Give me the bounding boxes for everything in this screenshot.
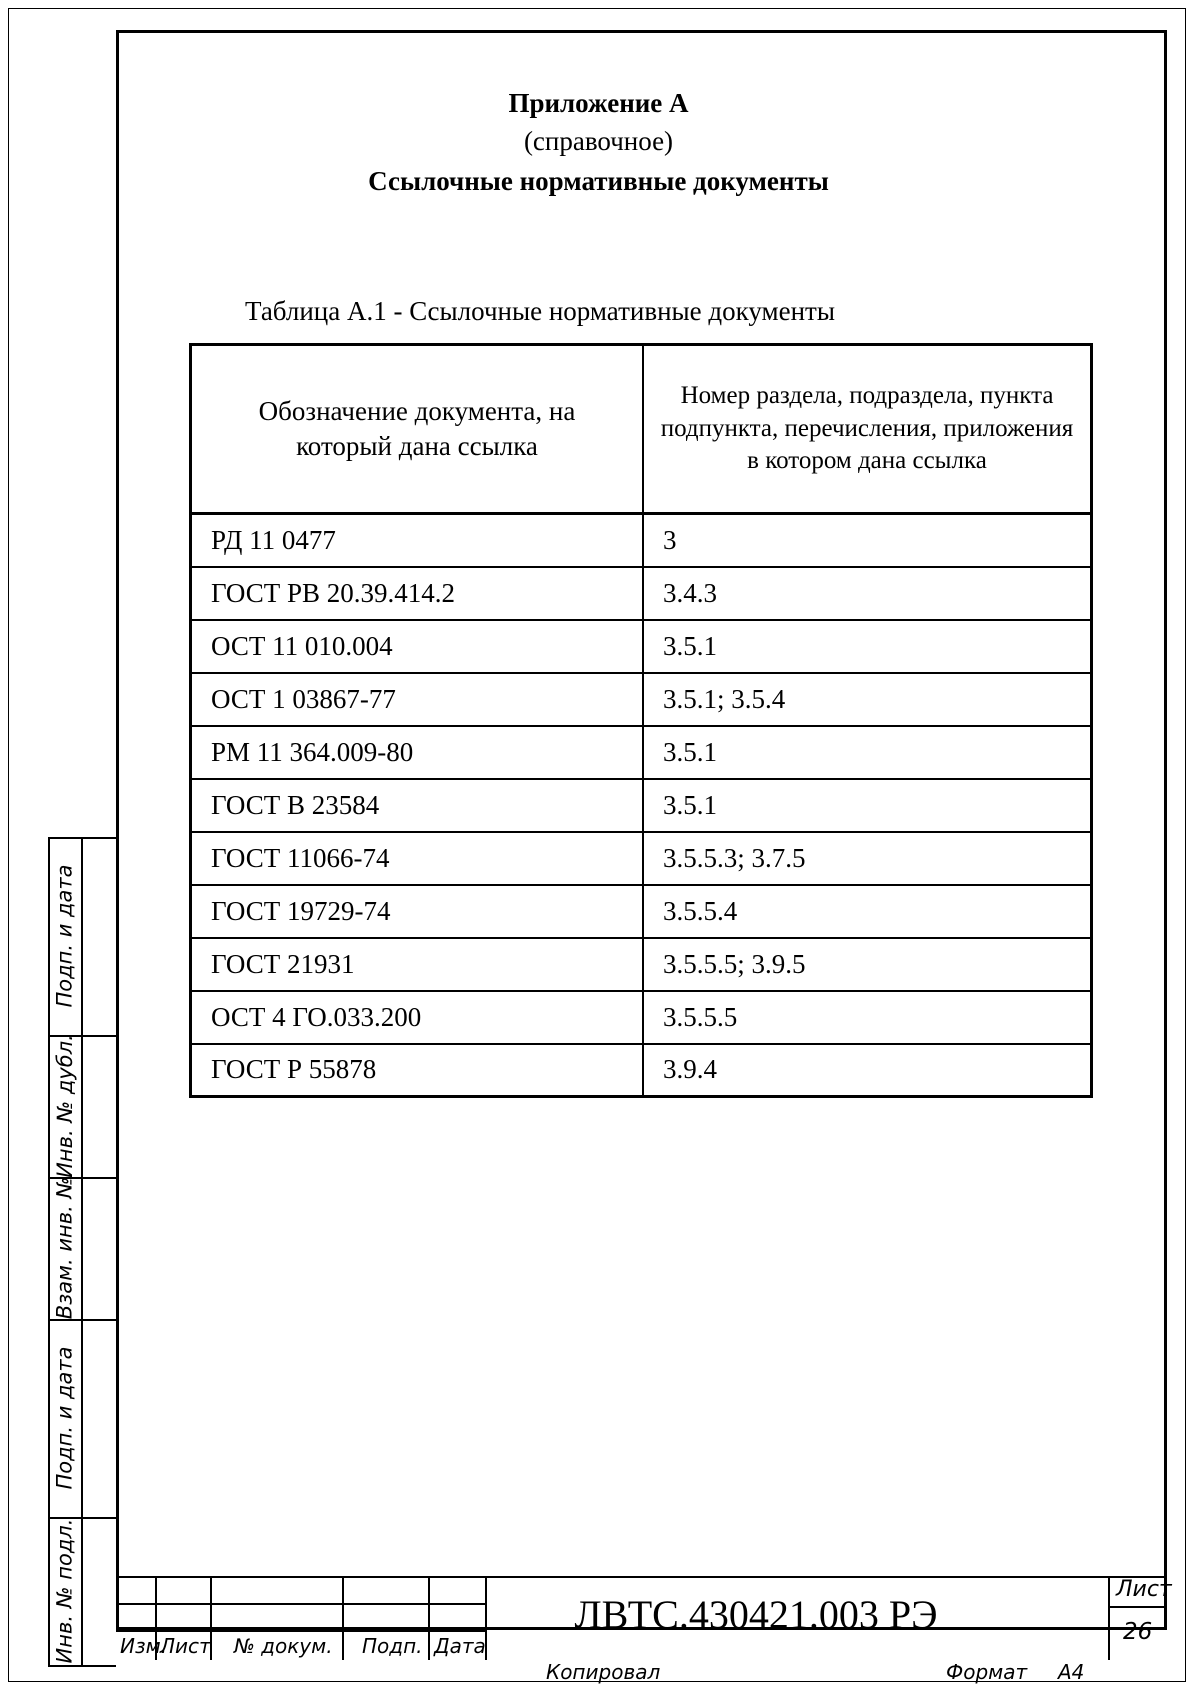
- section-cell: 3.5.5.4: [643, 885, 1092, 938]
- table-row: [191, 938, 1092, 991]
- section-cell: 3.5.5.3; 3.7.5: [643, 832, 1092, 885]
- title-stamp: [116, 1576, 1172, 1660]
- appendix-kind: (справочное): [523, 126, 674, 156]
- sheet-label: Лист: [1116, 1577, 1172, 1602]
- table-row: [191, 1044, 1092, 1097]
- stamp-label-change: Изм.: [120, 1634, 168, 1658]
- strip-label-repl-inv: Взам. инв. №: [52, 1176, 77, 1320]
- strip-label-orig-inv: Инв. № подл.: [52, 1518, 77, 1664]
- section-cell: 3.5.1: [643, 726, 1092, 779]
- copied-label: Копировал: [546, 1660, 661, 1684]
- sheet-number: 26: [1123, 1619, 1153, 1645]
- doc-cell: ОСТ 4 ГО.033.200: [191, 991, 644, 1044]
- doc-cell: РМ 11 364.009-80: [191, 726, 644, 779]
- doc-cell: ГОСТ РВ 20.39.414.2: [191, 567, 644, 620]
- section-cell: 3.5.5.5: [643, 991, 1092, 1044]
- table-row: [191, 673, 1092, 726]
- table-row: [191, 991, 1092, 1044]
- document-code: ЛВТС.430421.003 РЭ: [574, 1592, 938, 1637]
- section-cell: 3.5.1: [643, 779, 1092, 832]
- strip-label-sign-date: Подп. и дата: [52, 864, 77, 1008]
- header-section-number: Номер раздела, подраздела, пункта подпункта, перечисления, приложения в котором дана ссылка: [643, 345, 1092, 514]
- table-header-row: [191, 345, 1092, 514]
- appendix-heading: Ссылочные нормативные документы: [368, 166, 829, 196]
- format-label: Формат: [946, 1660, 1028, 1684]
- section-cell: 3.9.4: [643, 1044, 1092, 1097]
- table-row: [191, 620, 1092, 673]
- stamp-line: [428, 1576, 430, 1660]
- binding-strip: [48, 837, 116, 1667]
- doc-cell: ГОСТ 11066-74: [191, 832, 644, 885]
- section-cell: 3.5.1; 3.5.4: [643, 673, 1092, 726]
- table-row: [191, 567, 1092, 620]
- stamp-label-date: Дата: [434, 1634, 486, 1658]
- stamp-label-doc-no: № докум.: [234, 1634, 333, 1658]
- stamp-line: [116, 1576, 1167, 1578]
- doc-cell: ГОСТ 19729-74: [191, 885, 644, 938]
- stamp-label-signature: Подп.: [362, 1634, 423, 1658]
- appendix-title: Приложение А: [508, 88, 689, 118]
- section-cell: 3: [643, 514, 1092, 567]
- stamp-line: [342, 1576, 344, 1660]
- doc-cell: ГОСТ Р 55878: [191, 1044, 644, 1097]
- strip-label-sign-date-2: Подп. и дата: [52, 1346, 77, 1490]
- references-table: [189, 343, 1093, 1098]
- doc-cell: ОСТ 1 03867-77: [191, 673, 644, 726]
- doc-cell: ГОСТ В 23584: [191, 779, 644, 832]
- table-row: [191, 832, 1092, 885]
- stamp-line: [1108, 1606, 1167, 1608]
- doc-cell: ОСТ 11 010.004: [191, 620, 644, 673]
- strip-label-dup-inv: Инв. № дубл.: [52, 1034, 77, 1178]
- doc-cell: РД 11 0477: [191, 514, 644, 567]
- table-row: [191, 779, 1092, 832]
- strip-line: [48, 1665, 116, 1667]
- section-cell: 3.4.3: [643, 567, 1092, 620]
- stamp-line: [1108, 1576, 1110, 1660]
- table-row: [191, 726, 1092, 779]
- header-document-designation: Обозначение документа, на который дана ссылка: [191, 345, 644, 514]
- section-cell: 3.5.1: [643, 620, 1092, 673]
- section-cell: 3.5.5.5; 3.9.5: [643, 938, 1092, 991]
- table-row: [191, 885, 1092, 938]
- doc-cell: ГОСТ 21931: [191, 938, 644, 991]
- table-row: [191, 514, 1092, 567]
- format-value: А4: [1058, 1660, 1085, 1684]
- stamp-label-sheet: Лист: [160, 1634, 211, 1658]
- strip-line: [81, 837, 83, 1667]
- table-caption: Таблица А.1 - Ссылочные нормативные документы: [245, 296, 835, 326]
